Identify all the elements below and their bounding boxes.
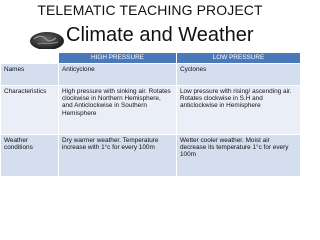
cell-weather-low: Wetter cooler weather. Moist air decrease its temperature 1°c for every 100m: [177, 135, 301, 177]
cell-weather-high: Dry warmer weather. Temperature increase with 1°c for every 100m: [59, 135, 177, 177]
table-header-row: [1, 53, 301, 64]
cell-characteristics-low: Low pressure with rising/ ascending air. Rotates clockwise in S.H and anticlockwise in Hemisphere: [177, 86, 301, 135]
cell-names-high: Anticyclone: [59, 64, 177, 86]
cell-characteristics-high: High pressure with sinking air. Rotates clockwise in Northern Hemisphere, and Anticlockwise in Southern Hemisphere: [59, 86, 177, 135]
table-corner-cell: [1, 53, 59, 64]
pressure-comparison-table: [0, 52, 301, 177]
table-row-characteristics: [1, 86, 301, 135]
column-header-high-pressure: HIGH PRESSURE: [59, 53, 177, 64]
row-label-characteristics: Characteristics: [1, 86, 59, 135]
row-label-names: Names: [1, 64, 59, 86]
slide-title: TELEMATIC TEACHING PROJECT: [37, 2, 263, 18]
cell-names-low: Cyclones: [177, 64, 301, 86]
table-row-names: [1, 64, 301, 86]
column-header-low-pressure: LOW PRESSURE: [177, 53, 301, 64]
globe-icon: [28, 27, 66, 49]
row-label-weather-conditions: Weather conditions: [1, 135, 59, 177]
slide-subtitle: Climate and Weather: [66, 24, 254, 46]
table-row-weather-conditions: [1, 135, 301, 177]
